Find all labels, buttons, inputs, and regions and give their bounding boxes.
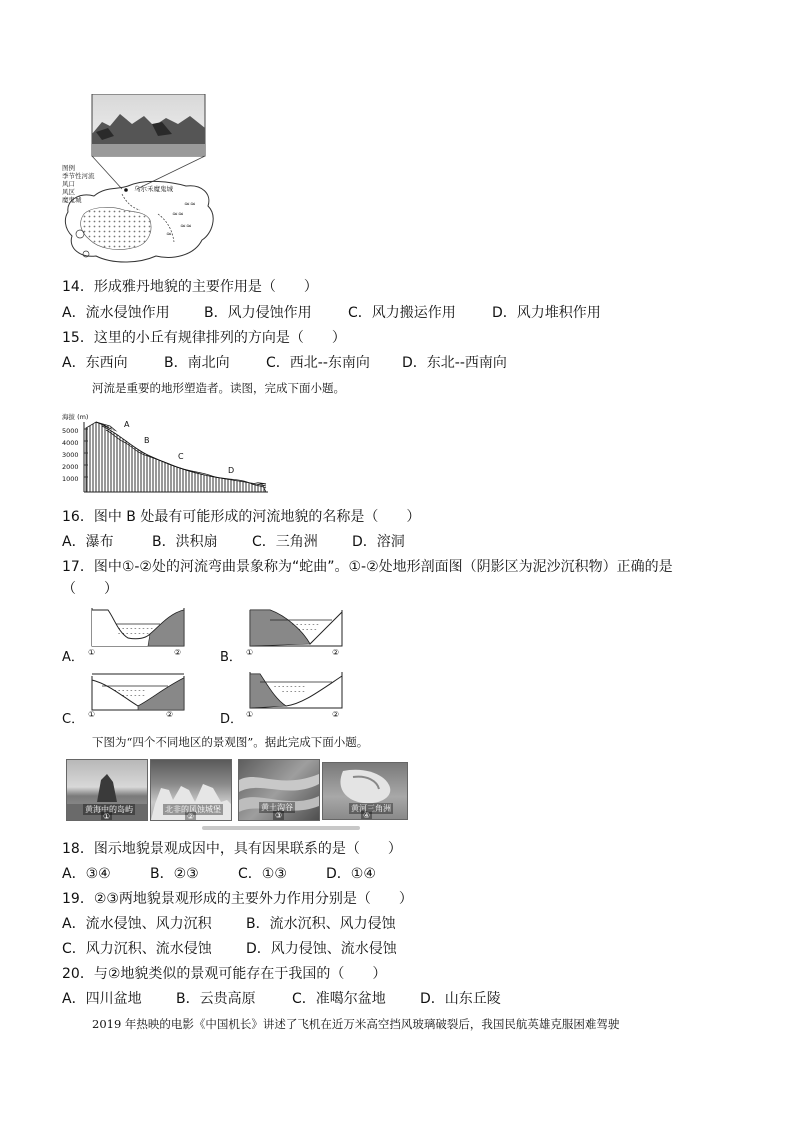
q15-option-d[interactable]: D．东北--西南向 (402, 355, 507, 371)
profile-ytick-3000: 3000 (62, 451, 79, 459)
q20-option-b[interactable]: B．云贵高原 (176, 991, 256, 1007)
q17-d-mark-right: ② (332, 710, 340, 719)
svg-text:- - - - - - - -: - - - - - - - - (114, 687, 145, 694)
q14-option-b[interactable]: B．风力侵蚀作用 (204, 305, 312, 321)
q17-c-mark-right: ② (166, 710, 174, 719)
q16-stem: 16．图中 B 处最有可能形成的河流地貌的名称是（ ） (62, 509, 421, 525)
q15-option-a[interactable]: A．东西向 (62, 355, 128, 371)
q20-stem: 20．与②地貌类似的景观可能存在于我国的（ ） (62, 966, 387, 982)
next-passage-intro-text: 2019 年热映的电影《中国机长》讲述了飞机在近万米高空挡风玻璃破裂后，我国民航英雄克服困难驾驶 (92, 1017, 620, 1031)
landscape-photo-1 (66, 759, 148, 821)
q17-stem-bracket: （ ） (62, 581, 118, 597)
profile-ytick-5000: 5000 (62, 427, 79, 435)
horizontal-scrollbar[interactable] (202, 826, 360, 830)
river-profile-figure (62, 412, 272, 498)
profile-point-a: A (124, 420, 130, 429)
q19-option-d[interactable]: D．风力侵蚀、流水侵蚀 (246, 941, 397, 957)
profile-point-c: C (178, 452, 184, 461)
q17-a-mark-left: ① (88, 648, 96, 657)
q19-option-c[interactable]: C．风力沉积、流水侵蚀 (62, 941, 212, 957)
landscape-photo-2-caption: 北非的风蚀城堡 (165, 805, 221, 814)
svg-text:≈≈: ≈≈ (172, 210, 184, 218)
profile-ytick-4000: 4000 (62, 439, 79, 447)
q17-cross-section-c[interactable] (88, 670, 188, 724)
q17-b-mark-left: ① (246, 648, 254, 657)
q17-option-c[interactable]: C． (62, 712, 85, 727)
q18-option-b[interactable]: B．②③ (150, 866, 199, 882)
landscape-intro-text: 下图为“四个不同地区的景观图”。据此完成下面小题。 (92, 735, 369, 749)
landscape-photo-2-num: ② (187, 812, 195, 821)
landscape-photo-4-num: ④ (363, 811, 371, 820)
q17-option-b[interactable]: B． (220, 650, 242, 665)
q18-option-c[interactable]: C．①③ (238, 866, 287, 882)
svg-text:- - - - - -: - - - - - - (282, 688, 305, 695)
legend-item-devil-city: 魔鬼城 (62, 196, 82, 204)
q15-option-c[interactable]: C．西北--东南向 (266, 355, 370, 371)
legend-title: 图例 (62, 164, 75, 172)
landscape-photo-2 (150, 759, 232, 821)
q16-option-c[interactable]: C．三角洲 (252, 534, 318, 550)
q15-option-b[interactable]: B．南北向 (164, 355, 230, 371)
q20-option-a[interactable]: A．四川盆地 (62, 991, 142, 1007)
svg-text:≈: ≈ (166, 230, 172, 238)
svg-text:≈≈: ≈≈ (180, 222, 192, 230)
q14-option-c[interactable]: C．风力搬运作用 (348, 305, 456, 321)
svg-text:- - - - -: - - - - - (298, 626, 317, 633)
profile-point-b: B (144, 436, 150, 445)
profile-ylabel: 海拔 (m) (62, 413, 89, 421)
q20-option-d[interactable]: D．山东丘陵 (420, 991, 501, 1007)
q17-stem: 17．图中①-②处的河流弯曲景象称为“蛇曲”。①-②处地形剖面图（阴影区为泥沙沉积物）正确的是 (62, 559, 673, 575)
profile-point-d: D (228, 466, 235, 475)
q14-option-d[interactable]: D．风力堆积作用 (492, 305, 601, 321)
river-intro-text: 河流是重要的地形塑造者。读图，完成下面小题。 (92, 381, 345, 395)
q15-stem: 15．这里的小丘有规律排列的方向是（ ） (62, 330, 346, 346)
svg-text:- - - - - - -: - - - - - - - (292, 621, 319, 628)
q19-option-b[interactable]: B．流水沉积、风力侵蚀 (246, 916, 396, 932)
landscape-photo-1-num: ① (103, 812, 111, 821)
profile-ytick-1000: 1000 (62, 475, 79, 483)
map-legend (62, 164, 95, 204)
q16-option-a[interactable]: A．瀑布 (62, 534, 114, 550)
landscape-photo-1-caption: 黄海中的岛屿 (85, 805, 133, 814)
profile-ytick-2000: 2000 (62, 463, 79, 471)
q17-d-mark-left: ① (246, 710, 254, 719)
q16-option-d[interactable]: D．溶洞 (352, 534, 405, 550)
q17-cross-section-b[interactable] (246, 606, 346, 662)
legend-item-wind-gap: 风口 (62, 180, 75, 188)
landscape-photo-4 (322, 762, 408, 820)
q14-option-a[interactable]: A．流水侵蚀作用 (62, 305, 170, 321)
svg-text:≈≈: ≈≈ (184, 200, 196, 208)
landscape-photo-3-caption: 黄土沟谷 (261, 803, 293, 812)
landscape-photo-4-caption: 黄河三角洲 (351, 804, 391, 813)
q17-cross-section-d[interactable] (246, 668, 346, 724)
q17-option-a[interactable]: A． (62, 650, 84, 665)
yardang-map-figure (62, 94, 222, 269)
q16-option-b[interactable]: B．洪积扇 (152, 534, 218, 550)
svg-text:- - - - - - - -: - - - - - - - - (274, 683, 305, 690)
q18-option-a[interactable]: A．③④ (62, 866, 111, 882)
q17-c-mark-left: ① (88, 710, 96, 719)
river-profile-svg (62, 412, 272, 498)
landscape-photo-3 (238, 759, 320, 821)
q18-option-d[interactable]: D．①④ (326, 866, 376, 882)
legend-item-wind-zone: 风区 (62, 188, 75, 196)
landscape-photo-3-num: ③ (275, 811, 283, 820)
q20-option-c[interactable]: C．准噶尔盆地 (292, 991, 386, 1007)
q19-stem: 19．②③两地貌景观形成的主要外力作用分别是（ ） (62, 891, 413, 907)
map-place-label: 乌尔禾魔鬼城 (134, 185, 173, 193)
svg-text:- - - - - -: - - - - - - (122, 692, 145, 699)
q14-stem: 14．形成雅丹地貌的主要作用是（ ） (62, 279, 318, 295)
svg-text:- - - - - - - -: - - - - - - - - (118, 630, 149, 637)
q17-option-d[interactable]: D． (220, 712, 244, 727)
legend-item-seasonal-river: 季节性河流 (62, 172, 95, 180)
q17-a-mark-right: ② (174, 648, 182, 657)
q19-option-a[interactable]: A．流水侵蚀、风力沉积 (62, 916, 212, 932)
svg-text:- - - - - - - - -: - - - - - - - - - (118, 625, 153, 632)
q17-cross-section-a[interactable] (88, 604, 188, 662)
q17-b-mark-right: ② (332, 648, 340, 657)
q18-stem: 18．图示地貌景观成因中，具有因果联系的是（ ） (62, 841, 402, 857)
